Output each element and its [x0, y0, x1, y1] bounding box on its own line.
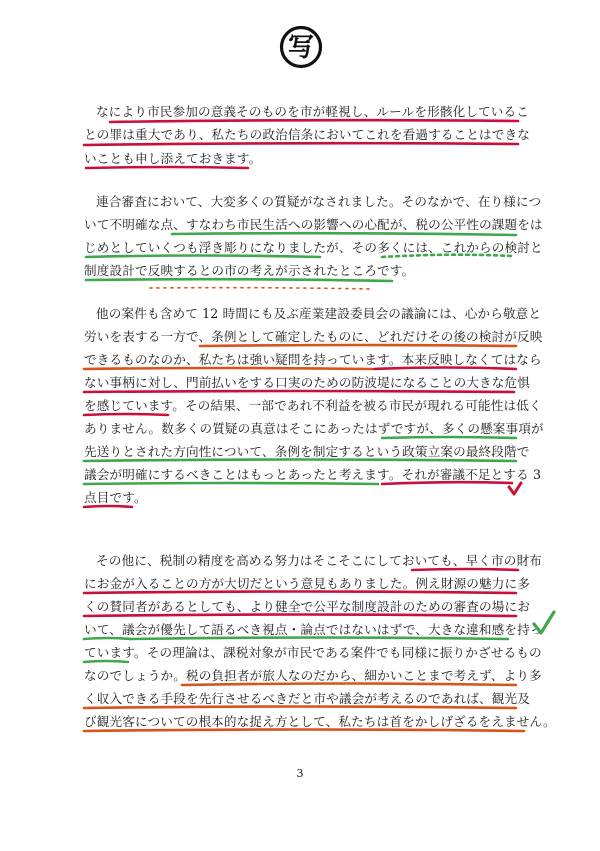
underline-mark	[412, 569, 518, 570]
text-line: いて不明確な点、すなわち市民生活への影響への心配が、税の公平性の課題をは	[84, 217, 543, 232]
underline-mark	[84, 391, 514, 392]
text-line: いことも申し添えておきます。	[84, 151, 262, 166]
underline-mark	[86, 167, 248, 168]
stamp-seal-icon	[279, 25, 323, 69]
underline-mark	[84, 143, 518, 145]
text-line: 制度設計で反映するとの市の考えが示されたところです。	[84, 263, 415, 278]
underline-mark	[86, 279, 392, 281]
underline-mark	[172, 233, 516, 235]
text-line: ない事柄に対し、門前払いをする口実のための防波堤になることの大きな危惧	[84, 375, 531, 390]
underline-mark	[84, 506, 132, 507]
text-line: 先送りとされた方向性について、条例を制定するという政策立案の最終段階で	[84, 444, 530, 459]
text-line: できるものなのか、私たちは強い疑問を持っています。本来反映しなくてはなら	[84, 352, 542, 367]
underline-mark	[110, 120, 518, 122]
underline-mark	[84, 661, 128, 662]
text-line: いて、議会が優先して語るべき視点・論点ではないはずで、大きな違和感を持っ	[84, 622, 543, 637]
underline-mark	[84, 638, 130, 639]
text-line: なにより市民参加の意義そのものを市が軽視し、ルールを形骸化しているこ	[96, 104, 530, 119]
text-line: 点目です。	[84, 490, 147, 505]
underline-mark	[200, 345, 516, 346]
text-line: 労いを表する一方で、条例として確定したものに、どれだけその後の検討が反映	[84, 329, 543, 344]
text-line: くの賛同者があるとしても、より健全で公平な制度設計のための審査の場にお	[84, 599, 531, 614]
underline-mark	[84, 414, 168, 415]
text-line: 他の案件も含めて 12 時間にも及ぶ産業建設委員会の議論には、心から敬意と	[96, 306, 542, 321]
text-line: を感じています。その結果、一部であれ不利益を被る市民が現れる可能性は低く	[84, 398, 542, 413]
underline-mark	[84, 368, 372, 369]
text-line: その他に、税制の精度を高める努力はそこそこにしておいても、早く市の財布	[96, 553, 543, 568]
text-line: 連合審査において、大変多くの質疑がなされました。そのなかで、在り様につ	[96, 194, 542, 209]
text-line: く収入できる手段を先行させるべきだと市や議会が考えるのであれば、観光及	[84, 691, 531, 706]
stamp-text: 写	[287, 33, 315, 63]
underline-mark	[84, 483, 378, 484]
underline-mark	[150, 288, 372, 289]
text-line: にお金が入ることの方が大切だという意見もありました。例え財源の魅力に多	[84, 576, 531, 591]
text-line: なのでしょうか。税の負担者が旅人なのだから、細かいことまで考えず、より多	[84, 668, 542, 683]
text-line: ています。その理論は、課税対象が市民である案件でも同様に振りかざせるもの	[84, 645, 542, 660]
underline-mark	[382, 437, 516, 438]
page-number: 3	[296, 767, 304, 780]
text-line: じめとしていくつも浮き彫りになりましたが、その多くには、これからの検討と	[84, 240, 543, 255]
text-line: ありません。数多くの質疑の真意はそこにあったはずですが、多くの懸案事項が	[84, 421, 544, 436]
text-line: 議会が明確にするべきことはもっとあったと考えます。それが審議不足とする 3	[84, 467, 542, 482]
text-line: び観光客についての根本的な捉え方として、私たちは首をかしげざるをえません。	[84, 714, 556, 729]
text-line: との罪は重大であり、私たちの政治信条においてこれを看過することはできな	[84, 127, 531, 142]
